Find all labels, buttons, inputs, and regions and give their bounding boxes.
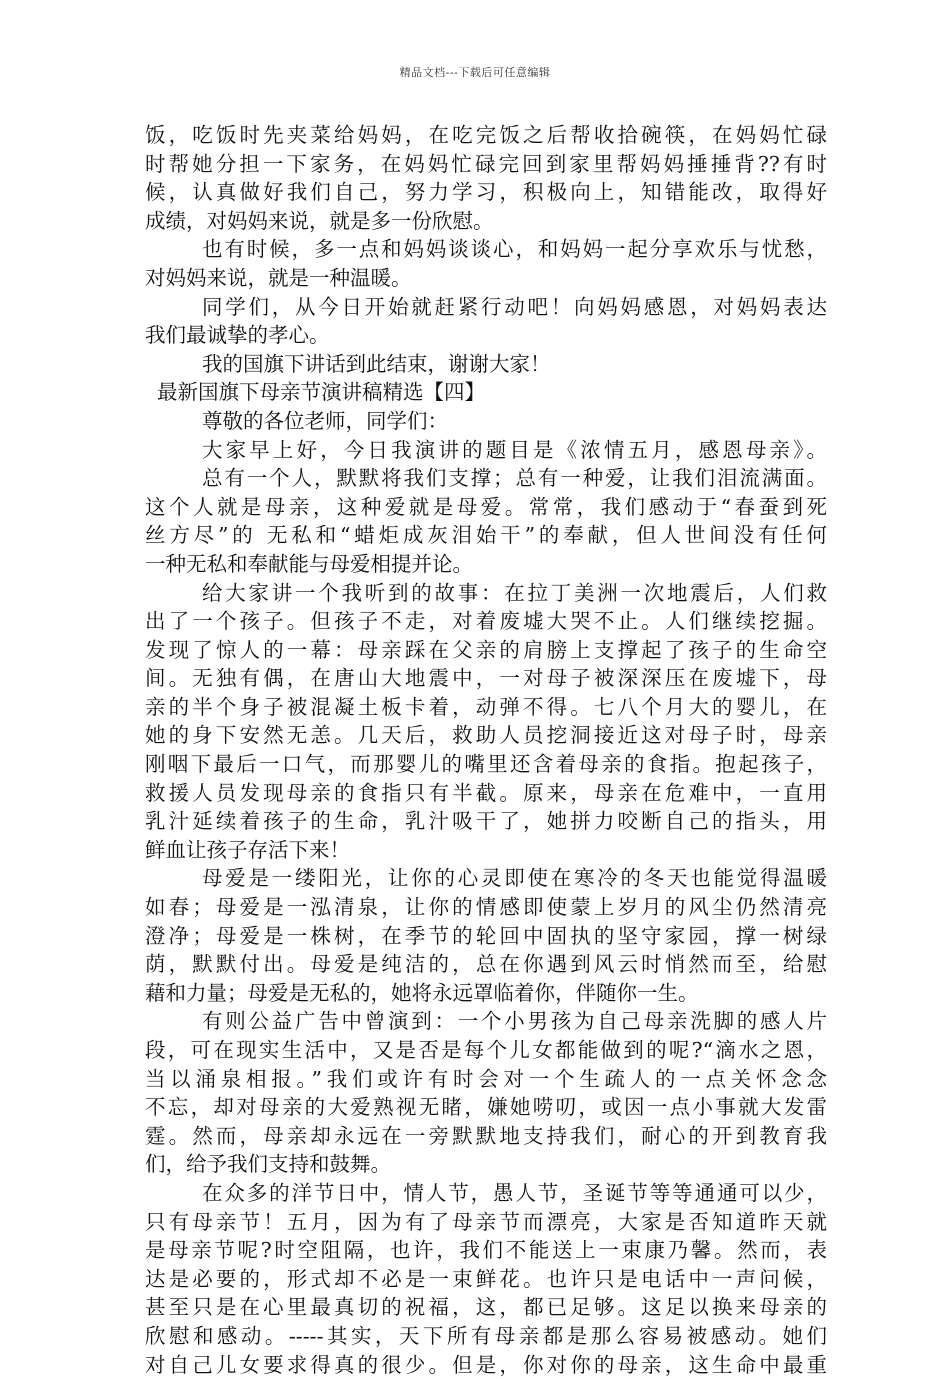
text-line: 饭，吃饭时先夹菜给妈妈，在吃完饭之后帮收拾碗筷，在妈妈忙碌 xyxy=(145,123,827,147)
text-line: 达是必要的，形式却不必是一束鲜花。也许只是电话中一声问候， xyxy=(145,1266,827,1291)
text-line: 鲜血让孩子存活下来！ xyxy=(145,837,350,862)
text-line: 救援人员发现母亲的食指只有半截。原来，母亲在危难中，一直用 xyxy=(145,780,827,805)
text-line: 荫，默默付出。母爱是纯洁的，总在你遇到风云时悄然而至，给慰 xyxy=(145,952,827,977)
text-line: 时帮她分担一下家务，在妈妈忙碌完回到家里帮妈妈捶捶背??有时 xyxy=(145,151,827,176)
text-line: 候，认真做好我们自己，努力学习，积极向上，知错能改，取得好 xyxy=(145,180,827,205)
text-line: 对自己儿女要求得真的很少。但是，你对你的母亲，这生命中最重 xyxy=(145,1352,827,1377)
text-line: 们，给予我们支持和鼓舞。 xyxy=(145,1152,391,1177)
text-line: 不忘，却对母亲的大爱熟视无睹，嫌她唠叨，或因一点小事就大发雷 xyxy=(145,1095,827,1120)
text-line: 给大家讲一个我听到的故事：在拉丁美洲一次地震后，人们救 xyxy=(202,580,827,605)
text-line: 霆。然而，母亲却永远在一旁默默地支持我们，耐心的开到教育我 xyxy=(145,1123,827,1148)
text-line: 当以涌泉相报。”我们或许有时会对一个生疏人的一点关怀念念 xyxy=(145,1066,827,1091)
text-line: 间。无独有偶，在唐山大地震中，一对母子被深深压在废墟下，母 xyxy=(145,666,827,691)
text-line: 藉和力量；母爱是无私的，她将永远罩临着你，伴随你一生。 xyxy=(145,980,699,1005)
section-heading: 最新国旗下母亲节演讲稿精选【四】 xyxy=(157,380,485,405)
text-line: 这个人就是母亲，这种爱就是母爱。常常，我们感动于“春蚕到死 xyxy=(145,494,827,519)
text-line: 出了一个孩子。但孩子不走，对着废墟大哭不止。人们继续挖掘。 xyxy=(145,609,827,634)
text-line: 乳汁延续着孩子的生命，乳汁吸干了，她拼力咬断自己的指头，用 xyxy=(145,809,827,834)
text-line: 同学们，从今日开始就赶紧行动吧！向妈妈感恩，对妈妈表达 xyxy=(202,294,827,319)
text-line: 刚咽下最后一口气，而那婴儿的嘴里还含着母亲的食指。抱起孩子， xyxy=(145,752,827,777)
text-line: 丝方尽”的 无私和“蜡炬成灰泪始干”的奉献，但人世间没有任何 xyxy=(145,523,827,548)
text-line: 有则公益广告中曾演到：一个小男孩为自己母亲洗脚的感人片 xyxy=(202,1009,827,1034)
text-line: 对妈妈来说，就是一种温暖。 xyxy=(145,265,412,290)
text-line: 大家早上好，今日我演讲的题目是《浓情五月，感恩母亲》。 xyxy=(202,437,827,462)
text-line: 成绩，对妈妈来说，就是多一份欣慰。 xyxy=(145,208,494,233)
text-line: 段，可在现实生活中，又是否是每个儿女都能做到的呢?“滴水之恩， xyxy=(145,1038,827,1062)
document-body xyxy=(145,121,827,1379)
text-line: 在众多的洋节日中，情人节，愚人节，圣诞节等等通通可以少， xyxy=(202,1180,827,1205)
text-line: 亲的半个身子被混凝土板卡着，动弹不得。七八个月大的婴儿，在 xyxy=(145,694,827,719)
text-line: 母爱是一缕阳光，让你的心灵即使在寒冷的冬天也能觉得温暖 xyxy=(202,866,827,891)
text-line: 甚至只是在心里最真切的祝福，这，都已足够。这足以换来母亲的 xyxy=(145,1295,827,1320)
text-line: 也有时候，多一点和妈妈谈谈心，和妈妈一起分享欢乐与忧愁， xyxy=(202,237,827,262)
page-header: 精品文档---下载后可任意编辑 xyxy=(399,66,551,79)
text-line: 尊敬的各位老师，同学们： xyxy=(202,408,448,433)
text-line: 总有一个人，默默将我们支撑；总有一种爱，让我们泪流满面。 xyxy=(202,466,827,491)
text-line: 我们最诚挚的孝心。 xyxy=(145,323,330,348)
text-line: 如春；母爱是一泓清泉，让你的情感即使蒙上岁月的风尘仍然清亮 xyxy=(145,895,827,920)
text-line: 她的身下安然无恙。几天后，救助人员挖洞接近这对母子时，母亲 xyxy=(145,723,827,748)
text-line: 我的国旗下讲话到此结束，谢谢大家！ xyxy=(202,351,551,376)
text-line: 只有母亲节！五月，因为有了母亲节而漂亮，大家是否知道昨天就 xyxy=(145,1209,827,1234)
text-line: 澄净；母爱是一株树，在季节的轮回中固执的坚守家园，撑一树绿 xyxy=(145,923,827,948)
text-line: 发现了惊人的一幕：母亲踩在父亲的肩膀上支撑起了孩子的生命空 xyxy=(145,637,827,662)
text-line: 欣慰和感动。-----其实，天下所有母亲都是那么容易被感动。她们 xyxy=(145,1323,827,1348)
text-line: 是母亲节呢?时空阻隔，也许，我们不能送上一束康乃馨。然而，表 xyxy=(145,1238,827,1263)
text-line: 一种无私和奉献能与母爱相提并论。 xyxy=(145,551,473,576)
